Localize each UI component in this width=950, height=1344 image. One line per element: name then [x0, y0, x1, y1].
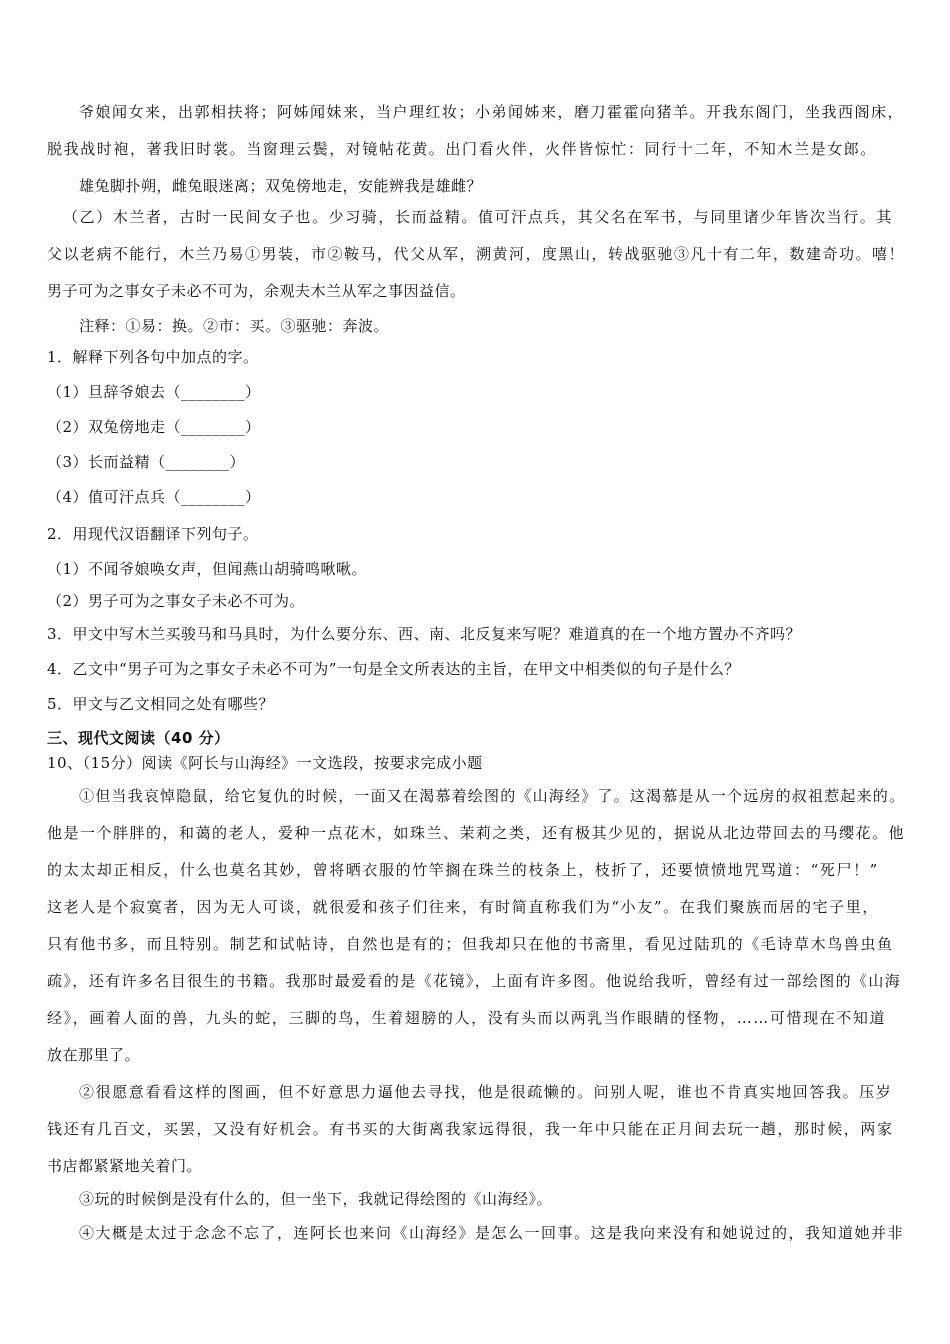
modern-line-8: 放在那里了。: [47, 1046, 141, 1064]
question-1-item-4: （4）值可汗点兵（________）: [47, 488, 261, 506]
question-1-item-1: （1）旦辞爷娘去（________）: [47, 383, 261, 401]
question-1-item-3: （3）长而益精（________）: [47, 453, 246, 471]
modern-line-4: 这老人是个寂寞者，因为无人可谈，就很爱和孩子们往来，有时简直称我们为“小友”。在我们聚族而居的宅子里，: [47, 898, 879, 916]
modern-line-10: 钱还有几百文，买罢，又没有好机会。有书买的大街离我家远得很，我一年中只能在正月间去玩一趟，那时候，两家: [47, 1120, 894, 1138]
modern-line-12: ③玩的时候倒是没有什么的，但一坐下，我就记得绘图的《山海经》。: [79, 1190, 553, 1208]
question-10: 10、（15分）阅读《阿长与山海经》一文选段，按要求完成小题: [47, 754, 483, 772]
jia-line-2: 脱我战时袍，著我旧时裳。当窗理云鬓，对镜帖花黄。出门看火伴，火伴皆惊忙：同行十二年，不知木兰是女郎。: [47, 140, 878, 158]
modern-line-11: 书店都紧紧地关着门。: [47, 1157, 203, 1175]
modern-line-13: ④大概是太过于念念不忘了，连阿长也来问《山海经》是怎么一回事。这是我向来没有和她说过的，我知道她并非: [79, 1224, 905, 1242]
question-1: 1．解释下列各句中加点的字。: [47, 348, 259, 366]
annotation: 注释：①易：换。②市：买。③驱驰：奔波。: [79, 317, 390, 335]
modern-line-5: 只有他书多，而且特别。制艺和试帖诗，自然也是有的；但我却只在他的书斋里，看见过陆玑的《毛诗草木鸟兽虫鱼: [47, 935, 894, 953]
question-3: 3．甲文中写木兰买骏马和马具时，为什么要分东、西、南、北反复来写呢？难道真的在一个地方置办不齐吗？: [47, 625, 802, 643]
yi-line-3: 男子可为之事女子未必不可为，余观夫木兰从军之事因益信。: [47, 282, 466, 300]
modern-line-7: 经》，画着人面的兽，九头的蛇，三脚的鸟，生着翅膀的人，没有头而以两乳当作眼睛的怪物，……可惜现在不知道: [47, 1009, 887, 1027]
section-3-heading: 三、现代文阅读（40 分）: [47, 729, 230, 747]
modern-line-3: 的太太却正相反，什么也莫名其妙，曾将晒衣服的竹竿搁在珠兰的枝条上，枝折了，还要愤愤地咒骂道：“死尸！”: [47, 861, 879, 879]
modern-line-1: ①但当我哀悼隐鼠，给它复仇的时候，一面又在渴慕着绘图的《山海经》了。这渴慕是从一个远房的叔祖惹起来的。: [79, 787, 906, 805]
jia-line-1: 爷娘闻女来，出郭相扶将；阿姊闻妹来，当户理红妆；小弟闻姊来，磨刀霍霍向猪羊。开我东阁门，坐我西阁床，: [79, 103, 905, 121]
modern-line-9: ②很愿意看看这样的图画，但不好意思力逼他去寻找，他是很疏懒的。问别人呢，谁也不肯真实地回答我。压岁: [79, 1083, 893, 1101]
question-1-item-2: （2）双兔傍地走（________）: [47, 418, 261, 436]
modern-line-6: 疏》，还有许多名目很生的书籍。我那时最爱看的是《花镜》，上面有许多图。他说给我听，曾经有过一部绘图的《山海: [47, 972, 902, 990]
jia-line-3: 雄兔脚扑朔，雌兔眼迷离；双兔傍地走，安能辨我是雄雌？: [79, 177, 483, 195]
question-4: 4．乙文中“男子可为之事女子未必不可为”一句是全文所表达的主旨，在甲文中相类似的句子是什么？: [47, 660, 740, 678]
question-2: 2．用现代汉语翻译下列句子。: [47, 525, 259, 543]
question-2-item-1: （1）不闻爷娘唤女声，但闻燕山胡骑鸣啾啾。: [47, 560, 368, 578]
question-5: 5．甲文与乙文相同之处有哪些？: [47, 695, 275, 713]
question-2-item-2: （2）男子可为之事女子未必不可为。: [47, 592, 306, 610]
modern-line-2: 他是一个胖胖的，和蔼的老人，爱种一点花木，如珠兰、茉莉之类，还有极其少见的，据说从北边带回去的马缨花。他: [47, 824, 906, 842]
yi-line-1: （乙）木兰者，古时一民间女子也。少习骑，长而益精。值可汗点兵，其父名在军书，与同里诸少年皆次当行。其: [63, 208, 894, 226]
yi-line-2: 父以老病不能行，木兰乃易①男装，市②鞍马，代父从军，溯黄河，度黑山，转战驱驰③凡十有二年，数建奇功。嘻！: [47, 245, 906, 263]
